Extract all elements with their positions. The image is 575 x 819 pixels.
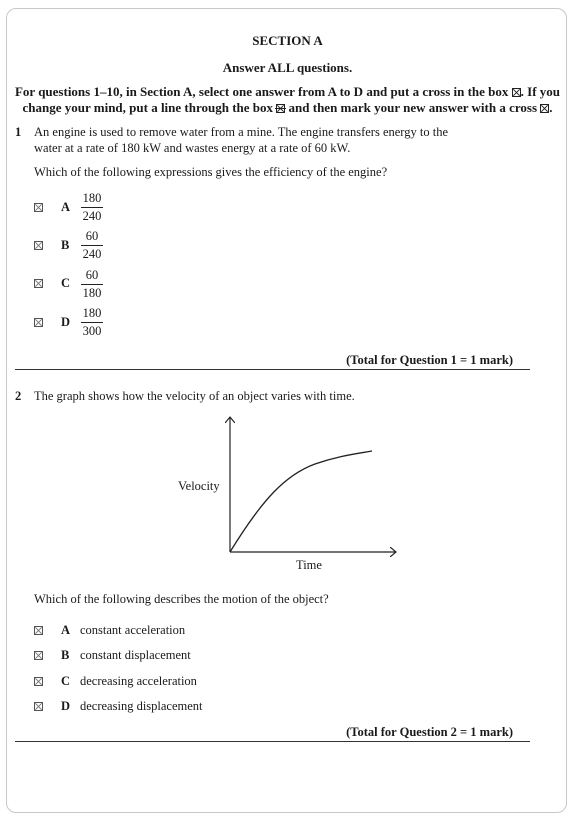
option-letter: D	[61, 315, 71, 329]
question-1-total: (Total for Question 1 = 1 mark)	[346, 353, 513, 367]
answer-checkbox[interactable]	[34, 626, 43, 635]
option-text: decreasing acceleration	[80, 674, 197, 688]
option-letter: A	[61, 623, 71, 637]
option-letter: C	[61, 674, 71, 688]
instructions-text-2b: and then mark your new answer with a cross	[288, 100, 537, 115]
question-2-total: (Total for Question 2 = 1 mark)	[346, 725, 513, 739]
question-2-stem: The graph shows how the velocity of an object varies with time.	[34, 389, 355, 403]
section-title: SECTION A	[252, 33, 323, 48]
option-letter: A	[61, 200, 71, 214]
velocity-curve	[230, 451, 372, 552]
question-2-number: 2	[15, 389, 22, 403]
fraction-numerator: 60	[85, 268, 99, 282]
fraction-numerator: 180	[82, 191, 102, 205]
answer-checkbox[interactable]	[34, 651, 43, 660]
instructions-text-2a: change your mind, put a line through the box	[22, 100, 274, 115]
option-letter: B	[61, 648, 70, 662]
option-text: decreasing displacement	[80, 699, 203, 713]
instructions-text-1b: . If you	[520, 84, 561, 99]
graph-x-label: Time	[296, 558, 322, 572]
answer-checkbox[interactable]	[34, 702, 43, 711]
graph-y-label: Velocity	[178, 479, 220, 493]
question-1-stem-line-2: water at a rate of 180 kW and wastes energy at a rate of 60 kW.	[34, 141, 351, 155]
option-letter: C	[61, 276, 71, 290]
option-letter: D	[61, 699, 71, 713]
question-1-stem-line-1: An engine is used to remove water from a mine. The engine transfers energy to the	[34, 125, 448, 139]
divider	[15, 741, 530, 742]
answer-checkbox[interactable]	[34, 677, 43, 686]
option-text: constant acceleration	[80, 623, 186, 637]
section-subtitle: Answer ALL questions.	[222, 60, 353, 75]
question-1-number: 1	[15, 125, 22, 139]
instructions-text-1a: For questions 1–10, in Section A, select one answer from A to D and put a cross in the box	[14, 84, 509, 99]
fraction-denominator: 240	[82, 247, 102, 261]
instructions-text-2c: .	[549, 100, 553, 115]
fraction-denominator: 180	[82, 286, 102, 300]
fraction-numerator: 180	[82, 306, 102, 320]
option-letter: B	[61, 238, 70, 252]
option-text: constant displacement	[80, 648, 191, 662]
question-2-prompt: Which of the following describes the motion of the object?	[34, 592, 329, 606]
fraction-denominator: 300	[82, 324, 102, 338]
question-1-prompt: Which of the following expressions gives the efficiency of the engine?	[34, 165, 388, 179]
fraction-numerator: 60	[85, 229, 99, 243]
fraction-denominator: 240	[82, 209, 102, 223]
